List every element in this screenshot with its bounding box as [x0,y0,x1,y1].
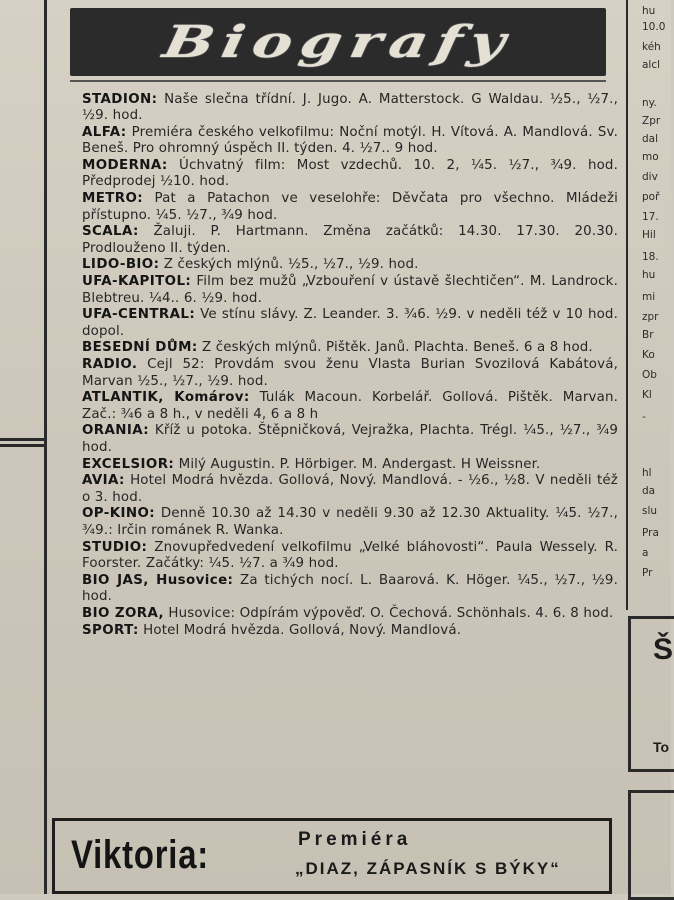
banner-title: Biografy [158,16,518,68]
cinema-name: AVIA: [82,473,125,489]
cinema-name: LIDO-BIO: [82,257,160,273]
cinema-listings [82,92,618,639]
cinema-name: ALFA: [82,125,127,141]
right-column-box [628,616,674,772]
listing-text: Milý Augustin. P. Hörbiger. M. Andergast. H Weissner. [178,456,541,472]
right-box-text: To [653,739,670,755]
listing-text: Premiéra českého velkofilmu: Noční motýl. H. Vítová. A. Mandlová. Sv. Beneš. Pro ohromný úspěch II. týden. 4. ½7.. 9 hod. [82,125,618,157]
right-column-line: zpr [642,311,659,323]
cinema-name: OP-KINO: [82,506,156,522]
cinema-name: BESEDNÍ DŮM: [82,340,198,356]
cinema-name: BIO JAS, Husovice: [82,572,234,588]
right-column-line: Pr [642,567,653,579]
listing-entry [82,357,618,390]
listing-text: Z českých mlýnů. ½5., ½7., ½9. hod. [163,257,419,273]
right-column-line: hu [642,5,656,17]
cinema-name: SCALA: [82,224,139,240]
listing-text: Husovice: Odpírám výpověď. O. Čechová. Schönhals. 4. 6. 8 hod. [168,605,614,621]
right-column-line: Kl [642,389,652,401]
listing-entry [82,506,618,539]
listing-text: Naše slečna třídní. J. Jugo. A. Matterstock. G Waldau. ½5., ½7., ½9. hod. [82,92,618,124]
right-column-line: Hil [642,229,656,241]
listing-text: Denně 10.30 až 14.30 v neděli 9.30 až 12.30 Aktuality. ¼5. ½7., ¾9.: Irčin románek R. Wanka. [82,506,618,538]
right-box-letter: Š [653,633,674,666]
right-column-line: da [642,485,656,497]
cinema-name: METRO: [82,191,144,207]
cinema-name: MODERNA: [82,158,168,174]
header-banner [70,8,606,76]
left-horizontal-rule [0,438,46,441]
left-vertical-rule [44,0,47,894]
listing-text: Kříž u potoka. Štěpničková, Vejražka, Plachta. Trégl. ¼5., ½7., ¾9 hod. [82,423,618,455]
cinema-name: ATLANTIK, Komárov: [82,390,250,406]
right-column-line: mo [642,151,659,163]
cinema-name: ORANIA: [82,423,150,439]
listing-text: Z českých mlýnů. Pištěk. Janů. Plachta. Beneš. 6 a 8 hod. [202,340,593,356]
listing-text: Pat a Patachon ve veselohře: Děvčata pro všechno. Mládeži přístupno. ¼5. ½7., ¾9 hod. [82,191,618,223]
right-column-line: dal [642,133,659,145]
right-column-line: Zpr [642,115,661,127]
right-column-line: Ko [642,349,655,361]
listing-entry [82,191,618,224]
listing-entry [82,125,618,158]
right-vertical-rule [626,0,628,610]
listing-text: Ve stínu slávy. Z. Leander. 3. ¾6. ½9. v neděli též v 10 hod. dopol. [82,307,618,339]
listing-entry [82,540,618,573]
right-column-line: Pra [642,527,659,539]
cinema-name: BIO ZORA, [82,605,164,621]
cinema-name: SPORT: [82,622,139,638]
right-column-line: 17. [642,211,659,223]
cinema-name: STADION: [82,92,158,107]
listing-text: Tulák Macoun. Korbelář. Gollová. Pištěk. Marvan. Zač.: ¾6 a 8 h., v neděli 4, 6 a 8 h [82,390,618,422]
right-column-line: ny. [642,97,657,109]
left-horizontal-rule [0,444,46,447]
listing-entry [82,423,618,456]
listing-entry [82,390,618,423]
listing-entry [82,224,618,257]
listing-text: Za tichých nocí. L. Baarová. K. Höger. ¼5., ½7., ½9. hod. [82,572,618,604]
cinema-name: RADIO. [82,357,138,373]
listing-entry [82,307,618,340]
right-column-line: Ob [642,369,657,381]
right-column-line: slu [642,505,658,517]
listing-entry [82,457,618,473]
cinema-name: UFA-KAPITOL: [82,274,192,290]
viktoria-advertisement [52,818,612,894]
right-column-line: div [642,171,658,183]
right-column-line: - [642,411,646,423]
listing-entry [82,340,618,356]
ad-premiere-label: Premiéra [298,829,412,850]
right-column-line: a [642,547,649,559]
listing-entry [82,606,618,622]
cinema-name: EXCELSIOR: [82,456,175,472]
left-column-edge [0,0,44,894]
listing-entry [82,623,618,639]
listing-entry [82,158,618,191]
right-column-line: mi [642,291,656,303]
listing-text: Úchvatný film: Most vzdechů. 10. 2, ¼5. ½7., ¾9. hod. Předprodej ½10. hod. [82,158,618,190]
right-column-line: 18. [642,251,659,263]
ad-cinema-name: Viktoria: [71,833,210,877]
right-column-line: 10.0 [642,21,666,33]
right-column-line: hl [642,467,652,479]
listing-text: Znovupředvedení velkofilmu „Velké bláhovosti“. Paula Wessely. R. Foorster. Začátky: ¼5. ½7. a ¾9 hod. [82,539,618,571]
listing-entry [82,573,618,606]
listing-entry [82,257,618,273]
banner-underline [70,80,606,82]
listing-text: Cejl 52: Provdám svou ženu Vlasta Burian Svozilová Kabátová, Marvan ½5., ½7., ½9. hod. [82,357,618,389]
right-column-line: kéh [642,41,661,53]
listing-text: Film bez mužů „Vzbouření v ústavě šlechtičen“. M. Landrock. Blebtreu. ¼4.. 6. ½9. hod. [82,274,618,306]
listing-entry [82,92,618,125]
right-column-line: Br [642,329,654,341]
right-column-line: poř [642,191,660,203]
cinema-name: STUDIO: [82,539,148,555]
right-column-box-lower [628,790,674,900]
ad-film-title: „DIAZ, ZÁPASNÍK S BÝKY“ [295,859,561,878]
right-column-line: hu [642,269,656,281]
listing-text: Hotel Modrá hvězda. Gollová, Nový. Mandlová. [143,622,462,638]
cinema-name: UFA-CENTRAL: [82,307,196,323]
right-column-line: alcl [642,59,661,71]
listing-text: Žaluji. P. Hartmann. Změna začátků: 14.30. 17.30. 20.30. Prodlouženo II. týden. [82,224,618,256]
listing-entry [82,473,618,506]
listing-entry [82,274,618,307]
listing-text: Hotel Modrá hvězda. Gollová, Nový. Mandlová. - ½6., ½8. V neděli též o 3. hod. [82,473,618,505]
